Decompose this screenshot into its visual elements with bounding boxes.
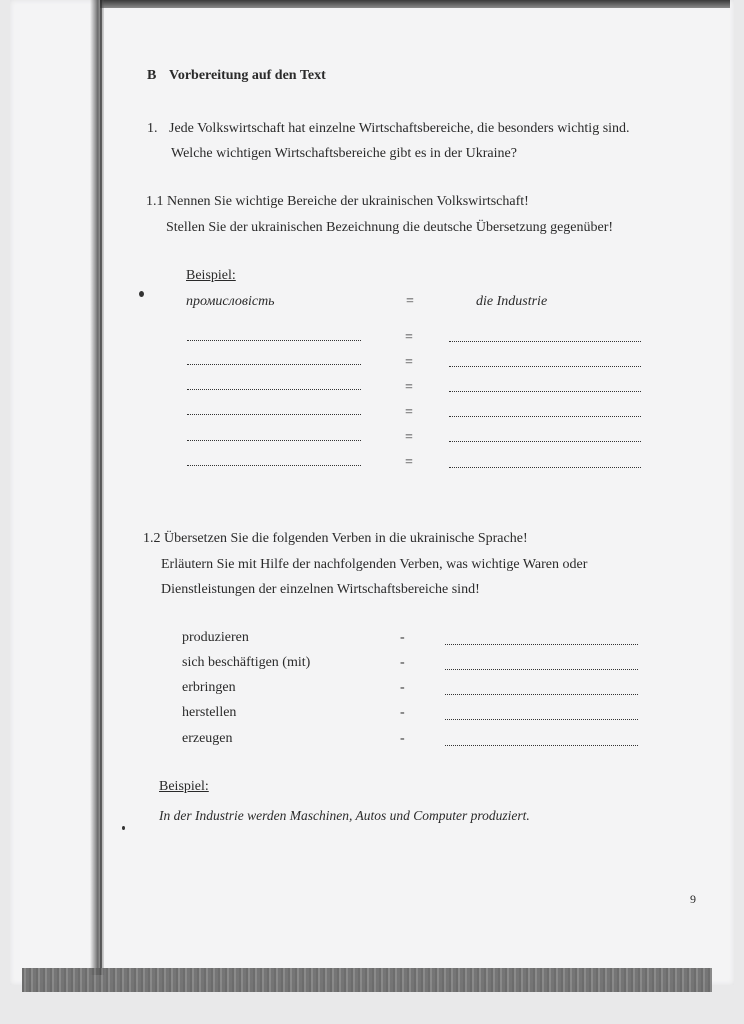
- example-label: Beispiel:: [159, 779, 209, 794]
- page-number: 9: [690, 892, 696, 906]
- dash: -: [400, 705, 405, 720]
- answer-blank-left[interactable]: [187, 389, 361, 390]
- example-label: Beispiel:: [186, 268, 236, 283]
- verb-label: herstellen: [182, 705, 237, 720]
- translation-blank[interactable]: [445, 644, 638, 645]
- equals-sign: =: [405, 330, 413, 345]
- task-instruction: Dienstleistungen der einzelnen Wirtschaftsbereiche sind!: [161, 582, 480, 597]
- question-text: Welche wichtigen Wirtschaftsbereiche gibt es in der Ukraine?: [171, 146, 517, 161]
- task-instruction: Stellen Sie der ukrainischen Bezeichnung die deutsche Übersetzung gegenüber!: [166, 220, 614, 235]
- ink-spot: [122, 826, 125, 830]
- dash: -: [400, 655, 405, 670]
- equals-sign: =: [405, 430, 413, 445]
- answer-blank-right[interactable]: [449, 441, 641, 442]
- equals-sign: =: [405, 455, 413, 470]
- translation-blank[interactable]: [445, 669, 638, 670]
- verb-label: produzieren: [182, 630, 249, 645]
- dash: -: [400, 680, 405, 695]
- answer-blank-right[interactable]: [449, 341, 641, 342]
- example-german: die Industrie: [476, 294, 548, 309]
- answer-blank-right[interactable]: [449, 416, 641, 417]
- binding-line: [100, 0, 102, 975]
- verb-label: erzeugen: [182, 731, 233, 746]
- scan-edge-top: [100, 0, 730, 8]
- verb-label: erbringen: [182, 680, 236, 695]
- question-number: 1.: [147, 121, 158, 136]
- answer-blank-right[interactable]: [449, 467, 641, 468]
- equals-sign: =: [406, 294, 414, 309]
- verb-label: sich beschäftigen (mit): [182, 655, 311, 670]
- dash: -: [400, 731, 405, 746]
- section-letter: B: [147, 68, 157, 83]
- question-text: Jede Volkswirtschaft hat einzelne Wirtschaftsbereiche, die besonders wichtig sind.: [169, 121, 630, 136]
- ink-spot: [139, 291, 144, 297]
- task-instruction: Erläutern Sie mit Hilfe der nachfolgenden Verben, was wichtige Waren oder: [161, 557, 588, 572]
- answer-blank-left[interactable]: [187, 364, 361, 365]
- scan-edge-bottom: [22, 968, 712, 992]
- task-heading: 1.1 Nennen Sie wichtige Bereiche der ukrainischen Volkswirtschaft!: [146, 194, 529, 209]
- translation-blank[interactable]: [445, 745, 638, 746]
- example-ukrainian: промисловість: [186, 294, 275, 309]
- example-sentence: In der Industrie werden Maschinen, Autos und Computer produziert.: [159, 808, 530, 823]
- answer-blank-right[interactable]: [449, 391, 641, 392]
- translation-blank[interactable]: [445, 694, 638, 695]
- equals-sign: =: [405, 380, 413, 395]
- task-heading: 1.2 Übersetzen Sie die folgenden Verben in die ukrainische Sprache!: [143, 531, 528, 546]
- section-title: Vorbereitung auf den Text: [169, 68, 326, 83]
- equals-sign: =: [405, 355, 413, 370]
- answer-blank-left[interactable]: [187, 465, 361, 466]
- equals-sign: =: [405, 405, 413, 420]
- answer-blank-right[interactable]: [449, 366, 641, 367]
- answer-blank-left[interactable]: [187, 440, 361, 441]
- translation-blank[interactable]: [445, 719, 638, 720]
- answer-blank-left[interactable]: [187, 340, 361, 341]
- dash: -: [400, 630, 405, 645]
- answer-blank-left[interactable]: [187, 414, 361, 415]
